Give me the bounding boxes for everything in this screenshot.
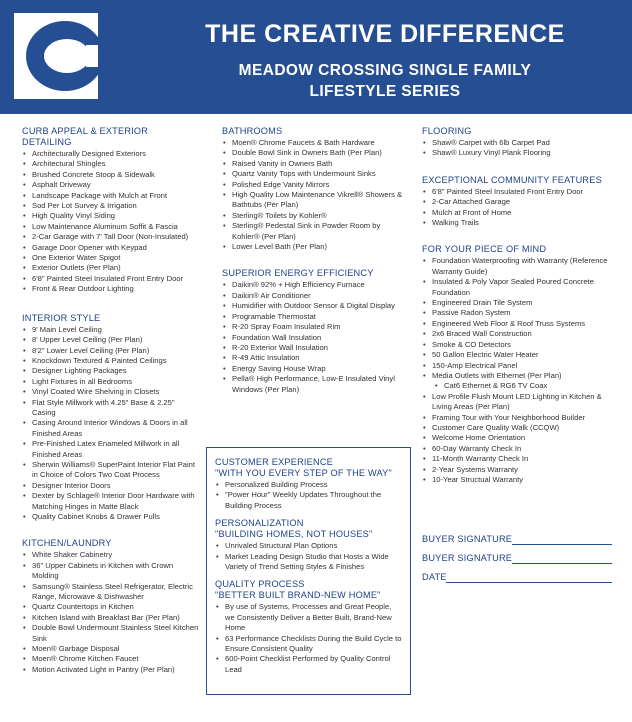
list-item: • Knockdown Textured & Painted Ceilings — [22, 356, 200, 366]
list-item: • Quartz Vanity Tops with Undermount Sinks — [222, 169, 404, 179]
section-customer-experience — [215, 457, 402, 511]
section-kitchen-laundry — [22, 538, 200, 675]
list-item: • 150-Amp Electrical Panel — [422, 361, 618, 371]
list-item: • 600-Point Checklist Performed by Quality Control Lead — [215, 654, 402, 675]
list-item: • Polished Edge Vanity Mirrors — [222, 180, 404, 190]
list-item: • R-49 Attic Insulation — [222, 353, 404, 363]
page-subtitle: MEADOW CROSSING SINGLE FAMILY LIFESTYLE SERIES — [238, 62, 532, 100]
section-curb-appeal — [22, 126, 200, 295]
list-item: • Sherwin Williams® SuperPaint Interior Flat Paint in Choice of Colors Two Coat Process — [22, 460, 200, 481]
buyer-signature-line-2[interactable] — [512, 563, 612, 564]
list-item: • 6'8" Painted Steel Insulated Front Entry Door — [22, 274, 200, 284]
list-item: • Programable Thermostat — [222, 312, 404, 322]
list-item: • Samsung® Stainless Steel Refrigerator, Electric Range, Microwave & Dishwasher — [22, 582, 200, 603]
list-item: • Quality Cabinet Knobs & Drawer Pulls — [22, 512, 200, 522]
list-item: • Low Profile Flush Mount LED Lighting in Kitchen & Living Areas (Per Plan) — [422, 392, 618, 413]
list-item: • Moen® Garbage Disposal — [22, 644, 200, 654]
list-item: • Engineered Drain Tile System — [422, 298, 618, 308]
list-item: • Front & Rear Outdoor Lighting — [22, 284, 200, 294]
list-item: • Kitchen Island with Breakfast Bar (Per Plan) — [22, 613, 200, 623]
section-community-features — [422, 175, 618, 229]
date-label: DATE — [422, 572, 447, 582]
list-item: • Light Fixtures in all Bedrooms — [22, 377, 200, 387]
list-item: • 2-Car Garage with 7' Tall Door (Non-Insulated) — [22, 232, 200, 242]
list-item: • Architectural Shingles — [22, 159, 200, 169]
list-item: • One Exterior Water Spigot — [22, 253, 200, 263]
list-item: • Double Bowl Undermount Stainless Steel Kitchen Sink — [22, 623, 200, 644]
list-item: • Sterling® Toilets by Kohler® — [222, 211, 404, 221]
list-item: • 10-Year Structual Warranty — [422, 475, 618, 485]
column-left — [22, 126, 200, 685]
list-item: • Garage Door Opener with Keypad — [22, 243, 200, 253]
list-item: • Smoke & CO Detectors — [422, 340, 618, 350]
list-item: • Shaw® Carpet with 6lb Carpet Pad — [422, 138, 618, 148]
list-item: • Flat Style Millwork with 4.25" Base & 2.25" Casing — [22, 398, 200, 419]
list-item: • High Quality Low Maintenance Vikrell® Showers & Bathtubs (Per Plan) — [222, 190, 404, 211]
list-item: • 8' Upper Level Ceiling (Per Plan) — [22, 335, 200, 345]
list-item: • Lower Level Bath (Per Plan) — [222, 242, 404, 252]
section-tagline: "WITH YOU EVERY STEP OF THE WAY" — [215, 468, 392, 478]
list-item: • Mulch at Front of Home — [422, 208, 618, 218]
list-item: • High Quality Vinyl Siding — [22, 211, 200, 221]
section-title: CURB APPEAL & EXTERIOR DETAILING — [22, 126, 149, 147]
list-item: • 2-Year Systems Warranty — [422, 465, 618, 475]
list-item: • Sterling® Pedestal Sink in Powder Room by Kohler® (Per Plan) — [222, 221, 404, 242]
buyer-signature-label-2: BUYER SIGNATURE — [422, 553, 513, 563]
section-flooring — [422, 126, 618, 159]
list-item: • "Power Hour" Weekly Updates Throughout the Building Process — [215, 490, 402, 511]
buyer-signature-label-1: BUYER SIGNATURE — [422, 534, 513, 544]
list-item: • Energy Saving House Wrap — [222, 364, 404, 374]
list-item: • Humidifier with Outdoor Sensor & Digital Display — [222, 301, 404, 311]
buyer-signature-line-1[interactable] — [512, 544, 612, 545]
list-item: • Unrivaled Structural Plan Options — [215, 541, 402, 551]
list-item: • Media Outlets with Ethernet (Per Plan) — [422, 371, 618, 381]
section-title: CUSTOMER EXPERIENCE — [215, 457, 333, 467]
section-title: EXCEPTIONAL COMMUNITY FEATURES — [422, 174, 602, 185]
section-energy-efficiency — [222, 268, 404, 394]
list-item: • Moen® Chrome Faucets & Bath Hardware — [222, 138, 404, 148]
list-item: • Casing Around Interior Windows & Doors in all Finished Areas — [22, 418, 200, 439]
list-item: • Dexter by Schlage® Interior Door Hardware with Matching Hinges in Matte Black — [22, 491, 200, 512]
date-line[interactable] — [446, 582, 612, 583]
list-item: • Raised Vanity in Owners Bath — [222, 159, 404, 169]
list-item: • Brushed Concrete Stoop & Sidewalk — [22, 170, 200, 180]
company-logo — [14, 13, 98, 99]
list-item: • Welcome Home Orientation — [422, 433, 618, 443]
experience-box — [206, 447, 411, 695]
list-subitem: • Cat6 Ethernet & RG6 TV Coax — [422, 381, 618, 391]
list-item: • Moen® Chrome Kitchen Faucet — [22, 654, 200, 664]
list-item: • Landscape Package with Mulch at Front — [22, 191, 200, 201]
list-item: • 2-Car Attached Garage — [422, 197, 618, 207]
list-item: • Foundation Waterproofing with Warranty (Reference Warranty Guide) — [422, 256, 618, 277]
section-bathrooms — [222, 126, 404, 252]
list-item: • Low Maintenance Aluminum Soffit & Fascia — [22, 222, 200, 232]
list-item: • Vinyl Coated Wire Shelving in Closets — [22, 387, 200, 397]
list-item: • 6'8" Painted Steel Insulated Front Entry Door — [422, 187, 618, 197]
list-item: • Walking Trails — [422, 218, 618, 228]
list-item: • Quartz Countertops in Kitchen — [22, 602, 200, 612]
list-item: • Daikin® 92% + High Efficiency Furnace — [222, 280, 404, 290]
list-item: • Asphalt Driveway — [22, 180, 200, 190]
section-quality-process — [215, 579, 402, 675]
list-item: • Double Bowl Sink in Owners Bath (Per Plan) — [222, 148, 404, 158]
section-tagline: "BETTER BUILT BRAND-NEW HOME" — [215, 590, 381, 601]
section-piece-of-mind — [422, 244, 618, 485]
list-item: • By use of Systems, Processes and Great People, we Consistently Deliver a Better Built, Brand-New Home — [215, 602, 402, 633]
section-title: FLOORING — [422, 126, 472, 136]
list-item: • Exterior Outlets (Per Plan) — [22, 263, 200, 273]
list-item: • 50 Gallon Electric Water Heater — [422, 350, 618, 360]
list-item: • Shaw® Luxury Vinyl Plank Flooring — [422, 148, 618, 158]
list-item: • Framing Tour with Your Neighborhood Builder — [422, 413, 618, 423]
list-item: • 11-Month Warranty Check In — [422, 454, 618, 464]
section-tagline: "BUILDING HOMES, NOT HOUSES" — [215, 529, 373, 540]
section-personalization — [215, 518, 402, 572]
list-item: • 60-Day Warranty Check In — [422, 444, 618, 454]
list-item: • Pre-Finished Latex Enameled Millwork in all Finished Areas — [22, 439, 200, 460]
section-title: INTERIOR STYLE — [22, 312, 101, 323]
list-item: • Motion Activated Light in Pantry (Per Plan) — [22, 665, 200, 675]
list-item: • Market Leading Design Studio that Hosts a Wide Variety of Trend Setting Styles & Finishes — [215, 552, 402, 573]
list-item: • Daikin® Air Conditioner — [222, 291, 404, 301]
list-item: • 36" Upper Cabinets in Kitchen with Crown Molding — [22, 561, 200, 582]
list-item: • Engineered Web Floor & Roof Truss Systems — [422, 319, 618, 329]
list-item: • Insulated & Poly Vapor Sealed Poured Concrete Foundation — [422, 277, 618, 298]
list-item: • 8'2" Lower Level Ceiling (Per Plan) — [22, 346, 200, 356]
column-middle — [222, 126, 404, 405]
list-item: • White Shaker Cabinetry — [22, 550, 200, 560]
section-interior-style — [22, 313, 200, 523]
section-title: QUALITY PROCESS — [215, 579, 305, 590]
section-title: SUPERIOR ENERGY EFFICIENCY — [222, 268, 374, 279]
list-item: • Passive Radon System — [422, 308, 618, 318]
list-item: • Designer Lighting Packages — [22, 366, 200, 376]
section-title: PERSONALIZATION — [215, 518, 304, 529]
section-title: BATHROOMS — [222, 126, 283, 136]
list-item: • Architecturally Designed Exteriors — [22, 149, 200, 159]
list-item: • Foundation Wall Insulation — [222, 333, 404, 343]
list-item: • Sod Per Lot Survey & Irrigation — [22, 201, 200, 211]
list-item: • 63 Performance Checklists During the Build Cycle to Ensure Consistent Quality — [215, 634, 402, 655]
list-item: • Pella® High Performance, Low-E Insulated Vinyl Windows (Per Plan) — [222, 374, 404, 395]
page-title: THE CREATIVE DIFFERENCE — [205, 20, 565, 48]
list-item: • R-20 Exterior Wall Insulation — [222, 343, 404, 353]
list-item: • Designer Interior Doors — [22, 481, 200, 491]
header-banner — [0, 0, 632, 114]
list-item: • Personalized Building Process — [215, 480, 402, 490]
list-item: • Customer Care Quality Walk (CCQW) — [422, 423, 618, 433]
section-title: FOR YOUR PIECE OF MIND — [422, 244, 547, 255]
list-item: • 2x6 Braced Wall Construction — [422, 329, 618, 339]
column-right — [422, 126, 618, 495]
list-item: • 9' Main Level Ceiling — [22, 325, 200, 335]
section-title: KITCHEN/LAUNDRY — [22, 538, 112, 549]
list-item: • R-20 Spray Foam Insulated Rim — [222, 322, 404, 332]
